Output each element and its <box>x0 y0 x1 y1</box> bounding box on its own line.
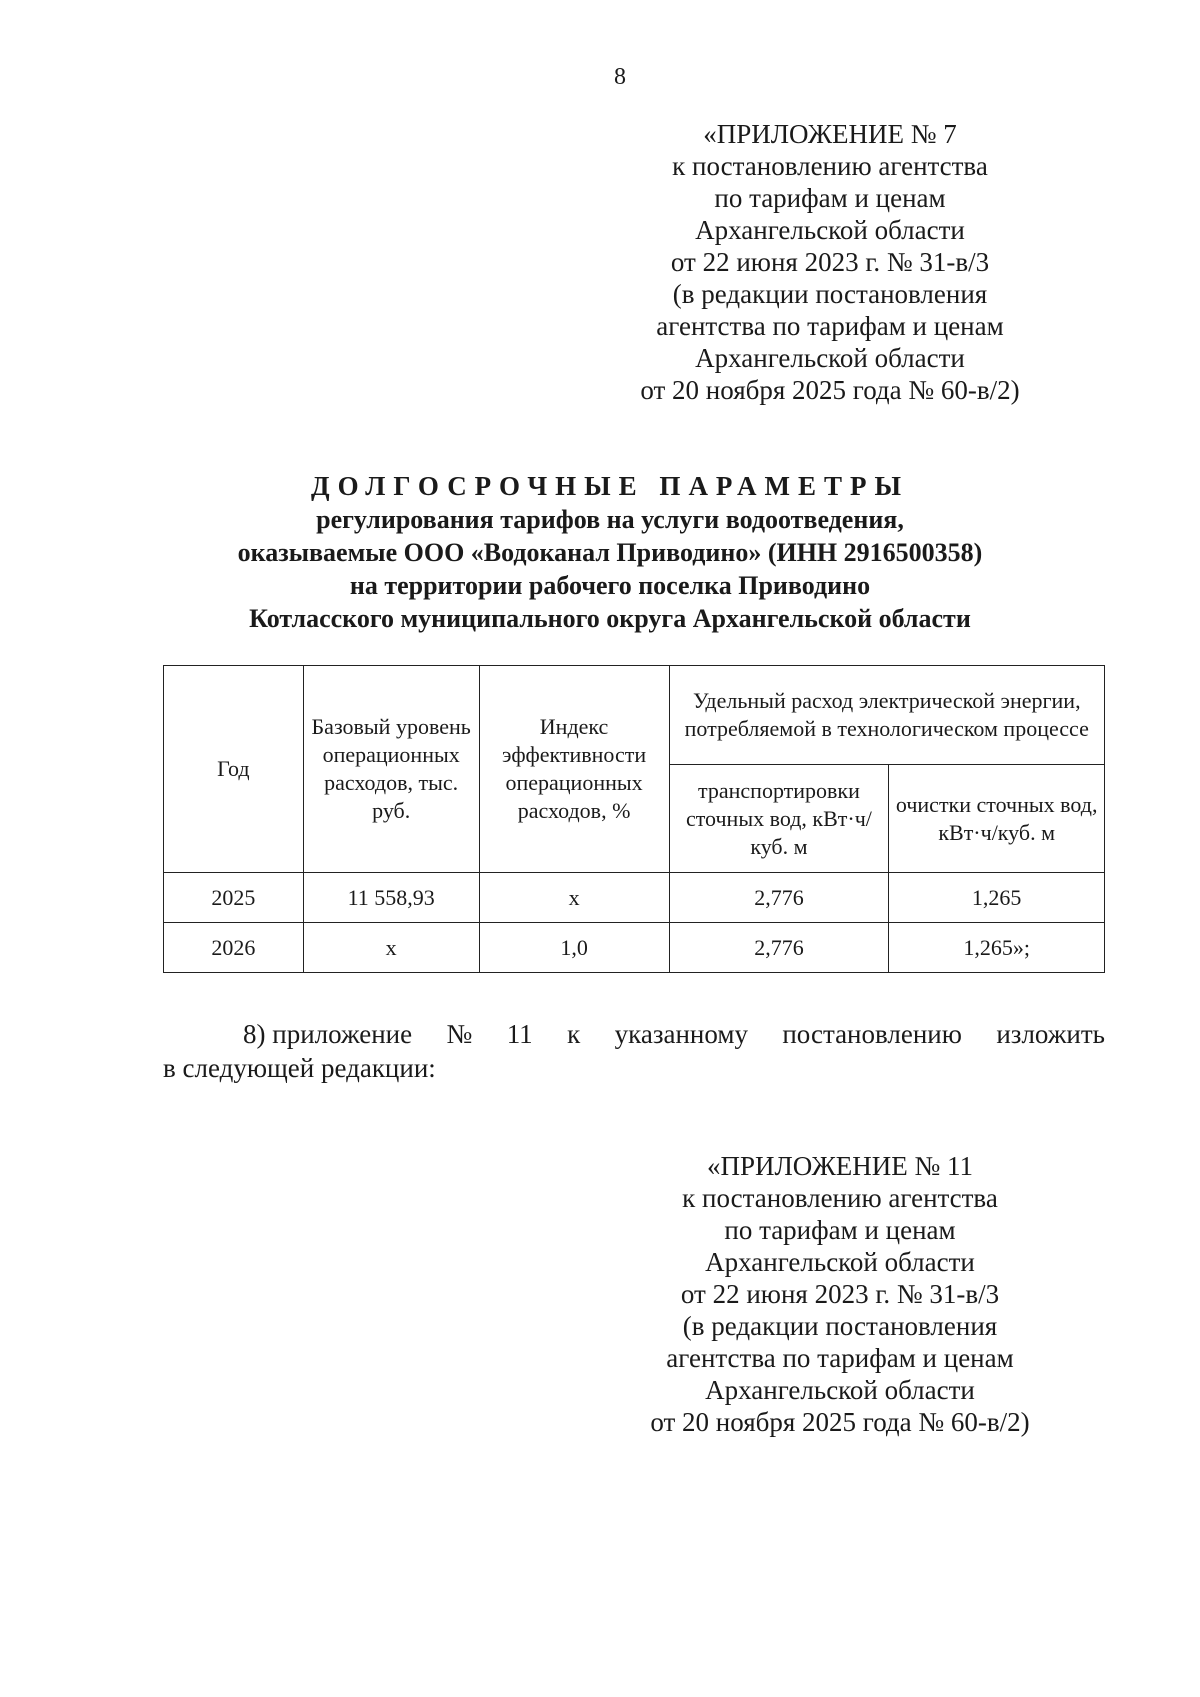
cell-efficiency-index: х <box>479 873 669 923</box>
paragraph-word: № <box>446 1019 473 1049</box>
parameters-table <box>163 665 1105 973</box>
cell-year: 2025 <box>164 873 304 923</box>
title-heading: ДОЛГОСРОЧНЫЕ ПАРАМЕТРЫ <box>311 471 909 501</box>
title-line: Котласского муниципального округа Архангельской области <box>249 604 971 633</box>
page-number: 8 <box>614 64 626 90</box>
appendix-line: (в редакции постановления <box>682 1311 998 1341</box>
appendix-line: агентства по тарифам и ценам <box>666 1343 1014 1373</box>
title-line: регулирования тарифов на услуги водоотведения, <box>316 505 904 534</box>
cell-base-level: 11 558,93 <box>303 873 479 923</box>
appendix-line: Архангельской области <box>705 1247 975 1277</box>
paragraph-word: 8) приложение <box>243 1019 413 1049</box>
document-title <box>160 470 1060 635</box>
appendix-11-header <box>610 1150 1070 1438</box>
paragraph-word: изложить <box>996 1019 1105 1049</box>
paragraph-line-1 <box>163 1017 1105 1051</box>
title-line: на территории рабочего поселка Приводино <box>349 571 871 600</box>
cell-treatment: 1,265»; <box>889 923 1105 973</box>
paragraph-word: к <box>567 1019 581 1049</box>
appendix-line: «ПРИЛОЖЕНИЕ № 11 <box>706 1151 974 1181</box>
cell-transport: 2,776 <box>669 873 889 923</box>
paragraph-line-2: в следующей редакции: <box>163 1053 436 1083</box>
cell-year: 2026 <box>164 923 304 973</box>
appendix-7-header <box>600 118 1060 406</box>
header-efficiency-index: Индекс эффективности операционных расходов, % <box>479 666 669 873</box>
appendix-line: (в редакции постановления <box>672 279 988 309</box>
appendix-line: по тарифам и ценам <box>714 183 946 213</box>
appendix-line: от 22 июня 2023 г. № 31-в/3 <box>680 1279 1000 1309</box>
cell-treatment: 1,265 <box>889 873 1105 923</box>
header-base-level: Базовый уровень операционных расходов, тыс. руб. <box>303 666 479 873</box>
table-row <box>164 873 1105 923</box>
appendix-line: «ПРИЛОЖЕНИЕ № 7 <box>703 119 957 149</box>
appendix-line: от 22 июня 2023 г. № 31-в/3 <box>670 247 990 277</box>
cell-base-level: х <box>303 923 479 973</box>
appendix-line: к постановлению агентства <box>682 1183 998 1213</box>
appendix-line: от 20 ноября 2025 года № 60-в/2) <box>640 375 1020 405</box>
paragraph-word: 11 <box>506 1019 533 1049</box>
appendix-line: от 20 ноября 2025 года № 60-в/2) <box>650 1407 1030 1437</box>
appendix-line: к постановлению агентства <box>672 151 988 181</box>
title-line: оказываемые ООО «Водоканал Приводино» (ИНН 2916500358) <box>237 538 983 567</box>
amendment-paragraph <box>163 1017 1105 1085</box>
appendix-line: Архангельской области <box>695 215 965 245</box>
appendix-line: Архангельской области <box>695 343 965 373</box>
paragraph-word: указанному <box>614 1019 748 1049</box>
cell-transport: 2,776 <box>669 923 889 973</box>
header-year: Год <box>164 666 304 873</box>
header-treatment: очистки сточных вод, кВт·ч/куб. м <box>889 765 1105 873</box>
header-energy-group: Удельный расход электрической энергии, потребляемой в технологическом процессе <box>669 666 1104 765</box>
paragraph-word: постановлению <box>782 1019 962 1049</box>
cell-efficiency-index: 1,0 <box>479 923 669 973</box>
appendix-line: по тарифам и ценам <box>724 1215 956 1245</box>
appendix-line: Архангельской области <box>705 1375 975 1405</box>
appendix-line: агентства по тарифам и ценам <box>656 311 1004 341</box>
table-row <box>164 923 1105 973</box>
header-transport: транспортировки сточных вод, кВт·ч/куб. м <box>669 765 889 873</box>
